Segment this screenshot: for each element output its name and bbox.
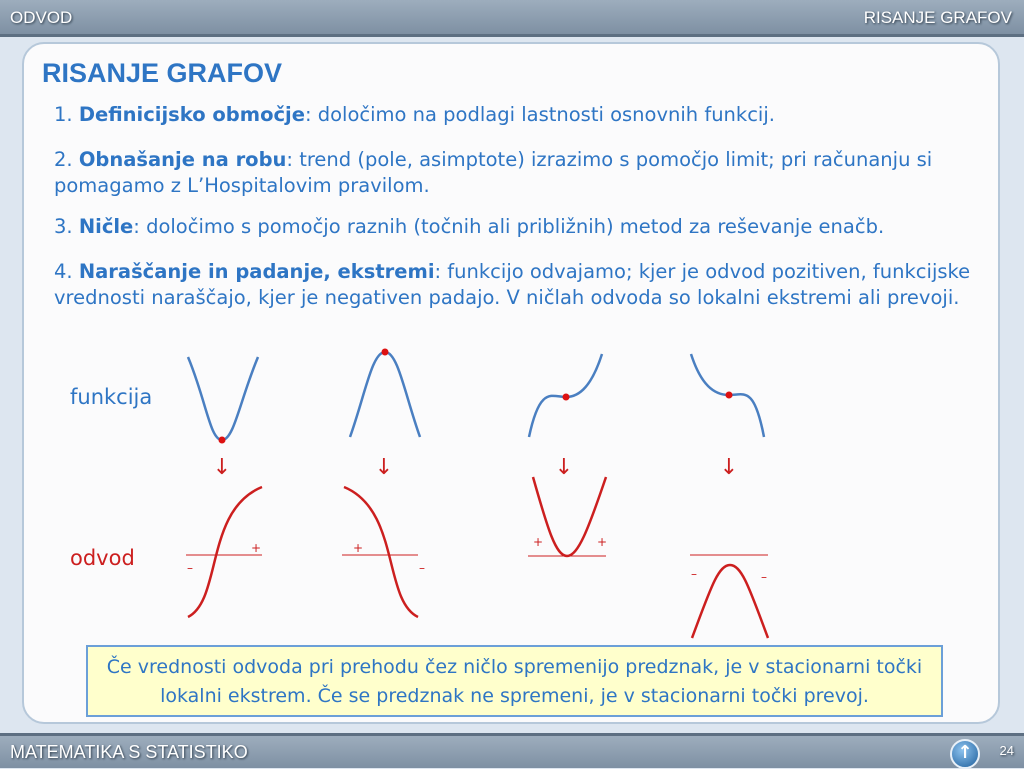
item-text: : določimo na podlagi lastnosti osnovnih funkcij. [304,103,775,126]
bottom-bar [0,733,1024,768]
minimum-point [219,437,226,444]
plus-sign: + [596,535,608,549]
slide-title: RISANJE GRAFOV [42,58,283,88]
item-text: : določimo s pomočjo raznih (točnih ali približnih) metod za reševanje enačb. [133,215,885,238]
minus-sign: – [691,567,697,581]
inflection-point [563,394,570,401]
derivative-curve-touching-from-below [692,565,768,638]
inflection-point [726,392,733,399]
navigate-up-button[interactable] [950,739,980,769]
plus-sign: + [250,541,262,555]
up-arrow-icon: ↑ [957,742,973,763]
item-text: : funkcijo odvajamo; kjer je odvod pozitiven, funkcijske vrednosti naraščajo, kjer je negativen padajo. V ničlah odvoda so lokalni ekstremi ali prevoji. [54,260,971,309]
item-term: Obnašanje na robu [78,148,287,171]
slide-topic: RISANJE GRAFOV [863,8,1012,27]
item-term: Naraščanje in padanje, ekstremi [78,260,435,283]
minus-sign: – [761,570,767,584]
function-curve-minimum [188,357,258,440]
plus-sign: + [532,535,544,549]
down-arrow: ↓ [554,455,574,480]
minus-sign: – [187,561,193,575]
item-number: 2. [54,148,79,171]
item-text: : trend (pole, asimptote) izrazimo s pomočjo limit; pri računanju si pomagamo z L’Hospitalovim pravilom. [54,148,933,197]
plus-sign: + [352,541,364,555]
page-number: 24 [999,743,1014,758]
item-term: Ničle [78,215,134,238]
down-arrow: ↓ [212,455,232,480]
function-row-label: funkcija [70,385,153,409]
down-arrow: ↓ [374,455,394,480]
section-title: ODVOD [10,8,73,27]
down-arrow: ↓ [719,455,739,480]
item-number: 1. [54,103,79,126]
item-term: Definicijsko območje [78,103,305,126]
function-curve-maximum [350,352,420,437]
item-number: 3. [54,215,79,238]
derivative-row-label: odvod [70,546,135,570]
derivative-curve-touching-from-above [533,477,606,556]
footer-label: MATEMATIKA S STATISTIKO [10,742,248,762]
minus-sign: – [419,561,425,575]
summary-note: Če vrednosti odvoda pri prehodu čez ničlo spremenijo predznak, je v stacionarni točki lokalni ekstrem. Če se predznak ne spremeni, je v stacionarni točki prevoj. [86,645,943,717]
maximum-point [382,349,389,356]
item-number: 4. [54,260,79,283]
